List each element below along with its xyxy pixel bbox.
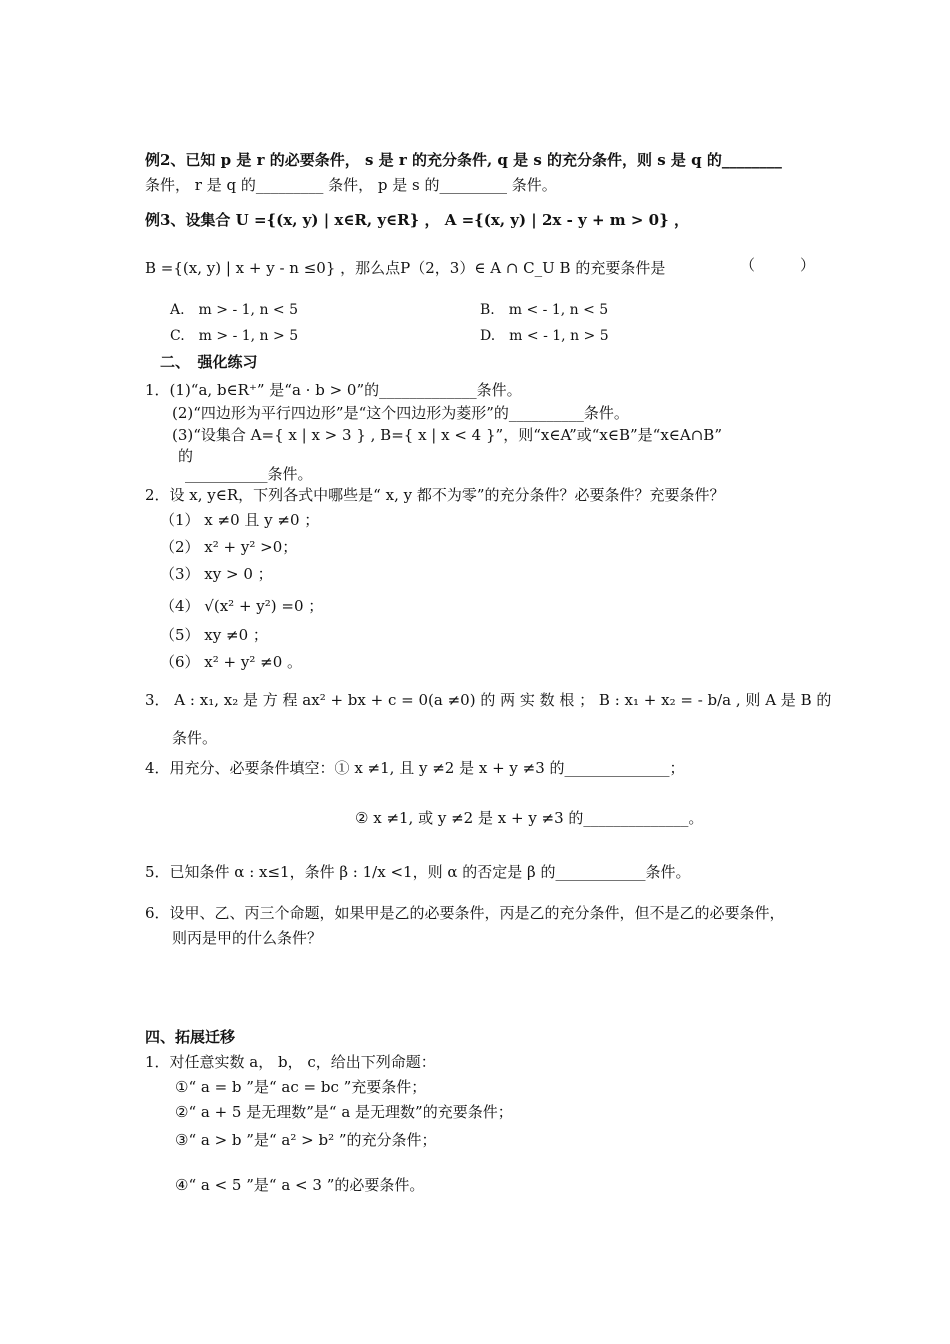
practice-q1-3: (3)“设集合 A={ x | x > 3 } , B={ x | x < 4 }”，则“x∈A”或“x∈B”是“x∈A∩B” <box>172 426 722 444</box>
practice-q6b: 则丙是甲的什么条件？ <box>172 929 323 947</box>
example-2-line-2: 条件， r 是 q 的_________ 条件， p 是 s 的_________ 条件。 <box>145 176 557 194</box>
practice-q3b: 条件。 <box>172 729 218 747</box>
practice-q1-3b: 的 <box>178 447 194 465</box>
example-3-line-1: 例3、设集合 U ={(x, y) | x∈R, y∈R} ， A ={(x, y) | 2x - y + m > 0} ， <box>145 211 689 229</box>
practice-q2-item-2: （2） x² + y² >0； <box>160 538 298 556</box>
example-3-line-2: B ={(x, y) | x + y - n ≤0} ，那么点P（2，3）∈ A ∩ C_U B 的充要条件是 <box>145 259 666 277</box>
answer-parentheses: （ ） <box>740 256 816 274</box>
practice-q4b: ② x ≠1, 或 y ≠2 是 x + y ≠3 的______________。 <box>355 809 704 827</box>
option-d: D. m < - 1, n > 5 <box>480 328 609 344</box>
extension-q1: 1．对任意实数 a， b， c，给出下列命题： <box>145 1053 436 1071</box>
practice-q3: 3． A : x₁, x₂ 是 方 程 ax² + bx + c = 0(a ≠0) 的 两 实 数 根 ； B : x₁ + x₂ = - b/a , 则 A 是 B 的 <box>145 691 832 709</box>
practice-q2-item-1: （1） x ≠0 且 y ≠0 ； <box>160 511 320 529</box>
option-c: C. m > - 1, n > 5 <box>170 328 299 344</box>
practice-q2-item-5: （5） xy ≠0 ； <box>160 626 268 644</box>
practice-q6: 6．设甲、乙、丙三个命题，如果甲是乙的必要条件，丙是乙的充分条件，但不是乙的必要条件， <box>145 904 785 922</box>
extension-item-4: ④“ a < 5 ”是“ a < 3 ”的必要条件。 <box>175 1176 425 1194</box>
option-a: A. m > - 1, n < 5 <box>170 302 299 318</box>
extension-item-1: ①“ a = b ”是“ ac = bc ”充要条件； <box>175 1078 427 1096</box>
practice-q2-item-3: （3） xy > 0 ； <box>160 565 273 583</box>
practice-q2: 2．设 x, y∈R，下列各式中哪些是“ x, y 都不为零”的充分条件？必要条件？充要条件？ <box>145 486 725 504</box>
extension-item-2: ②“ a + 5 是无理数”是“ a 是无理数”的充要条件； <box>175 1103 513 1121</box>
practice-q5: 5．已知条件 α : x≤1，条件 β : 1/x <1，则 α 的否定是 β 的____________条件。 <box>145 863 691 881</box>
practice-q4: 4．用充分、必要条件填空：① x ≠1, 且 y ≠2 是 x + y ≠3 的______________； <box>145 759 685 777</box>
example-2-line-1: 例2、已知 p 是 r 的必要条件， s 是 r 的充分条件, q 是 s 的充分条件，则 s 是 q 的________ <box>145 151 782 169</box>
practice-q1-1: 1．(1)“a, b∈R⁺” 是“a · b > 0”的_____________条件。 <box>145 381 522 399</box>
extension-item-3: ③“ a > b ”是“ a² > b² ”的充分条件； <box>175 1131 437 1149</box>
option-b: B. m < - 1, n < 5 <box>480 302 609 318</box>
practice-q2-item-6: （6） x² + y² ≠0 。 <box>160 653 303 671</box>
practice-q2-item-4: （4） √(x² + y²) =0 ； <box>160 597 324 615</box>
practice-q1-2: (2)“四边形为平行四边形”是“这个四边形为菱形”的__________条件。 <box>172 404 629 422</box>
section-heading-practice: 二、 强化练习 <box>160 353 258 371</box>
practice-q1-3c: ___________条件。 <box>185 465 313 483</box>
section-heading-extension: 四、拓展迁移 <box>145 1028 236 1046</box>
